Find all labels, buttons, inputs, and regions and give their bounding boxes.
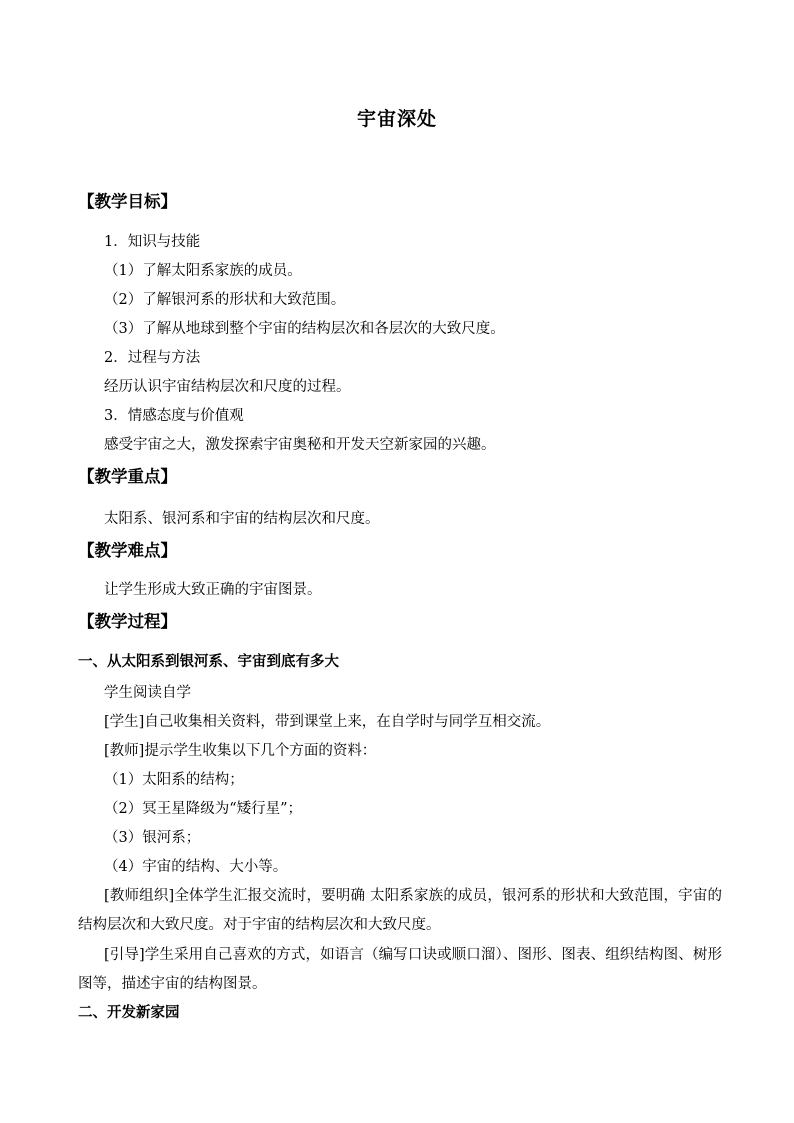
process-part2-heading: 二、开发新家园 [78,1004,180,1021]
process-part1-heading: 一、从太阳系到银河系、宇宙到底有多大 [78,653,339,670]
goal-item: （2）了解银河系的形状和大致范围。 [104,292,346,308]
process-list-item: （3）银河系； [104,830,201,846]
focus-text: 太阳系、银河系和宇宙的结构层次和尺度。 [104,511,380,527]
process-list-item: （2）冥王星降级为“矮行星”； [104,801,303,817]
goal-item: 经历认识宇宙结构层次和尺度的过程。 [104,379,351,395]
section-heading-difficulty: 【教学难点】 [78,541,177,560]
section-heading-goals: 【教学目标】 [78,192,177,211]
goal-item: 感受宇宙之大，激发探索宇宙奥秘和开发天空新家园的兴趣。 [104,437,496,453]
process-list-item: （4）宇宙的结构、大小等。 [104,859,288,875]
process-list-item: （1）太阳系的结构； [104,772,244,788]
goal-item: （3）了解从地球到整个宇宙的结构层次和各层次的大致尺度。 [104,321,505,337]
section-heading-focus: 【教学重点】 [78,467,177,486]
process-paragraph-wrapped: [教师组织]全体学生汇报交流时，要明确 太阳系家族的成员，银河系的形状和大致范围，宇宙的结构层次和大致尺度。对于宇宙的结构层次和大致尺度。 [78,888,722,933]
section-heading-process: 【教学过程】 [78,612,177,631]
process-paragraph: [教师]提示学生收集以下几个方面的资料： [104,743,377,759]
difficulty-text: 让学生形成大致正确的宇宙图景。 [104,582,322,598]
goal-item: （1）了解太阳系家族的成员。 [104,263,302,279]
process-paragraph: 学生阅读自学 [104,685,191,701]
process-paragraph-wrapped: [引导]学生采用自己喜欢的方式，如语言（编写口诀或顺口溜）、图形、图表、组织结构图、树形图等，描述宇宙的结构图景。 [78,947,722,992]
process-paragraph: [学生]自己收集相关资料，带到课堂上来，在自学时与同学互相交流。 [104,714,551,730]
goal-item: 2．过程与方法 [104,350,201,366]
page-title: 宇宙深处 [356,108,437,130]
goal-item: 3．情感态度与价值观 [104,408,244,424]
goal-item: 1．知识与技能 [104,234,201,250]
